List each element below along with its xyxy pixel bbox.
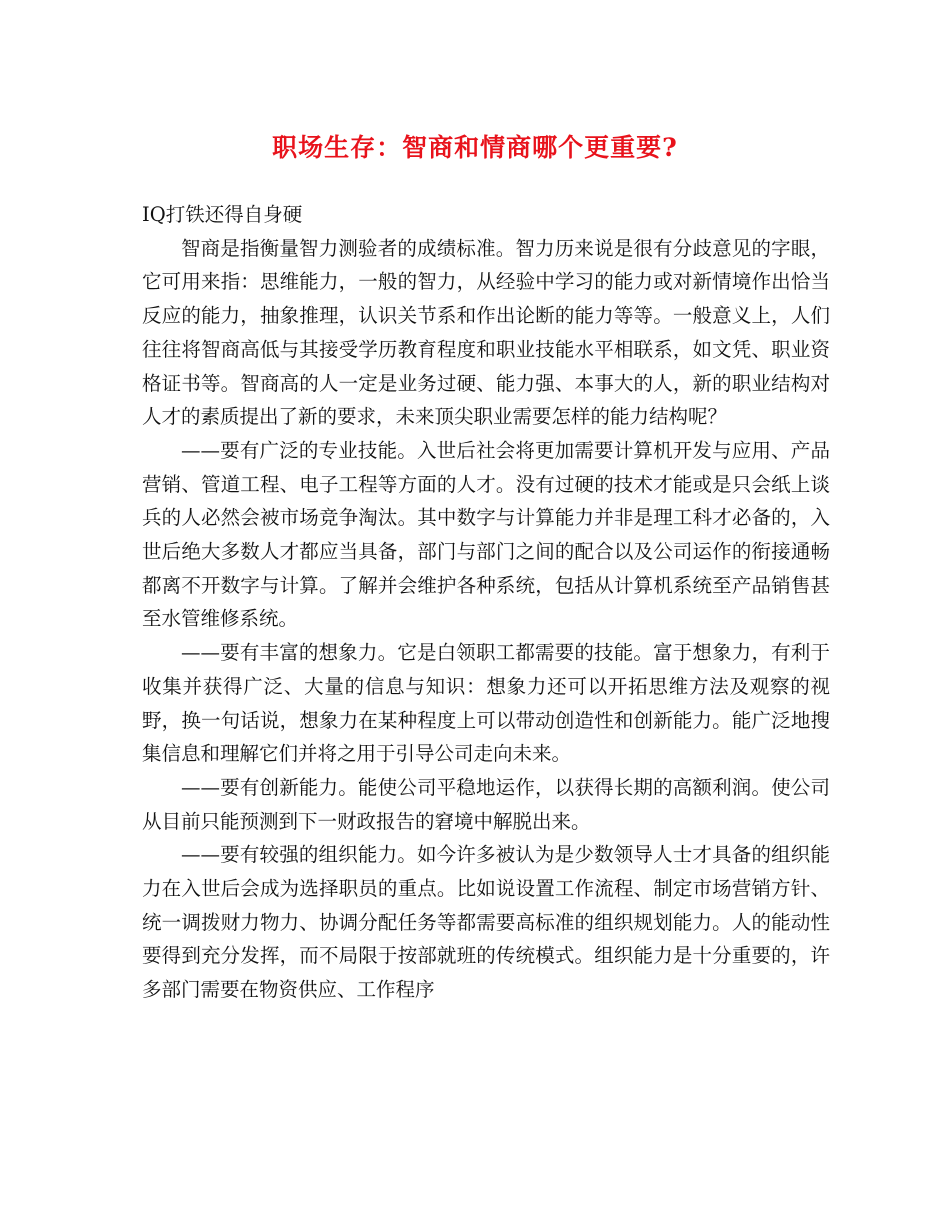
section-heading: IQ打铁还得自身硬 [142, 203, 303, 226]
paragraph-professional-skills: ——要有广泛的专业技能。入世后社会将更加需要计算机开发与应用、产品营销、管道工程、电子工程等方面的人才。没有过硬的技术才能或是只会纸上谈兵的人必然会被市场竞争淘汰。其中数字与计算能力并非是理工科才必备的，入世后绝大多数人才都应当具备，部门与部门之间的配合以及公司运作的衔接通畅都离不开数字与计算。了解并会维护各种系统，包括从计算机系统至产品销售甚至水管维修系统。 [142, 438, 830, 631]
paragraph-organization: ——要有较强的组织能力。如今许多被认为是少数领导人士才具备的组织能力在入世后会成为选择职员的重点。比如说设置工作流程、制定市场营销方针、统一调拨财力物力、协调分配任务等都需要高标准的组织规划能力。人的能动性要得到充分发挥，而不局限于按部就班的传统模式。组织能力是十分重要的，许多部门需要在物资供应、工作程序 [142, 843, 830, 1002]
paragraph-innovation: ——要有创新能力。能使公司平稳地运作，以获得长期的高额利润。使公司从目前只能预测到下一财政报告的窘境中解脱出来。 [142, 775, 830, 833]
document-body [142, 198, 830, 1007]
paragraph-imagination: ——要有丰富的想象力。它是白领职工都需要的技能。富于想象力，有利于收集并获得广泛、大量的信息与知识：想象力还可以开拓思维方法及观察的视野，换一句话说，想象力在某种程度上可以带动创造性和创新能力。能广泛地搜集信息和理解它们并将之用于引导公司走向未来。 [142, 641, 830, 766]
paragraph-intelligence-definition: 智商是指衡量智力测验者的成绩标准。智力历来说是很有分歧意见的字眼，它可用来指：思维能力，一般的智力，从经验中学习的能力或对新情境作出恰当反应的能力，抽象推理，认识关节系和作出论断的能力等等。一般意义上，人们往往将智商高低与其接受学历教育程度和职业技能水平相联系，如文凭、职业资格证书等。智商高的人一定是业务过硬、能力强、本事大的人，新的职业结构对人才的素质提出了新的要求，未来顶尖职业需要怎样的能力结构呢？ [142, 236, 830, 429]
document-title: 职场生存：智商和情商哪个更重要? [272, 133, 678, 162]
